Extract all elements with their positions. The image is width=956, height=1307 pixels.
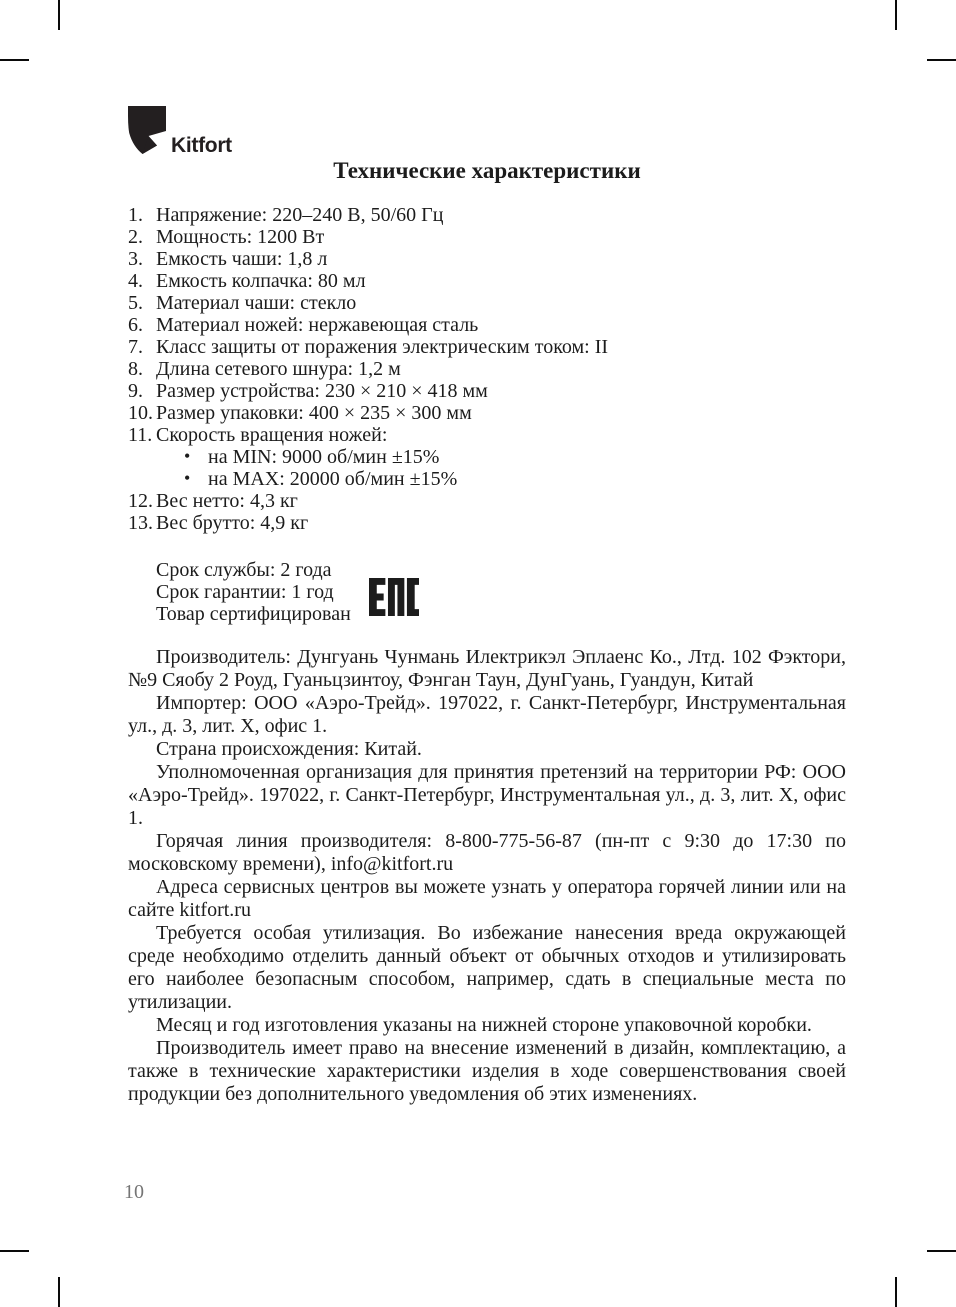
manufacture-date-paragraph: Месяц и год изготовления указаны на нижней стороне упаковочной коробки. [156, 1014, 812, 1036]
spec-item-text: Длина сетевого шнура: 1,2 м [156, 358, 401, 380]
kitfort-logo-icon [128, 106, 166, 154]
speed-sub-item [156, 468, 846, 490]
brand-wordmark: Kitfort [171, 134, 232, 157]
spec-item-text: Мощность: 1200 Вт [156, 226, 325, 248]
spec-item-number: 8. [128, 358, 143, 380]
spec-item-number: 11. [128, 424, 153, 446]
certified-text: Товар сертифицирован [156, 603, 351, 625]
service-life-text: Срок службы: 2 года [156, 559, 332, 581]
spec-item-text: Материал чаши: стекло [156, 292, 357, 314]
spec-list [128, 204, 846, 534]
crop-mark [895, 0, 897, 30]
speed-sub-item [156, 446, 846, 468]
spec-item [128, 336, 846, 358]
crop-mark [895, 1277, 897, 1307]
info-section [128, 646, 846, 1106]
spec-item [128, 270, 846, 292]
service-block [128, 559, 846, 625]
crop-mark [0, 59, 29, 61]
bullet-icon: • [184, 446, 191, 466]
spec-item-number: 3. [128, 248, 143, 270]
recycling-paragraph: Требуется особая утилизация. Во избежание нанесения вреда окружающей среде необходимо отделить данный объект от обычных отходов и утилизировать его наиболее безопасным способом, например, сдать в специальные места по утилизации. [128, 922, 846, 1013]
page-content [128, 106, 846, 1106]
speed-sub-list [156, 446, 846, 490]
spec-item-text: Размер упаковки: 400 × 235 × 300 мм [156, 402, 472, 424]
crop-mark [58, 1277, 60, 1307]
authorized-org-paragraph: Уполномоченная организация для принятия претензий на территории РФ: ООО «Аэро-Трейд». 197022, г. Санкт-Петербург, Инструментальная ул., д. 3, лит. Х, офис 1. [128, 761, 846, 829]
page-title: Технические характеристики [333, 158, 641, 183]
origin-country-paragraph: Страна происхождения: Китай. [156, 738, 422, 760]
spec-item [128, 292, 846, 314]
spec-item [128, 512, 846, 534]
eac-mark-icon [369, 576, 419, 623]
spec-item-text: Размер устройства: 230 × 210 × 418 мм [156, 380, 488, 402]
spec-item-number: 5. [128, 292, 143, 314]
spec-item-number: 1. [128, 204, 143, 226]
importer-paragraph: Импортер: ООО «Аэро-Трейд». 197022, г. Санкт-Петербург, Инструментальная ул., д. 3, лит. Х, офис 1. [128, 692, 846, 737]
spec-item-number: 10. [128, 402, 153, 424]
spec-item [128, 380, 846, 402]
speed-sub-item-text: на MAX: 20000 об/мин ±15% [208, 468, 458, 490]
crop-mark [927, 1250, 956, 1252]
hotline-paragraph: Горячая линия производителя: 8-800-775-56-87 (пн-пт с 9:30 до 17:30 по московскому времени), info@kitfort.ru [128, 830, 846, 875]
bullet-icon: • [184, 468, 191, 488]
spec-item-number: 13. [128, 512, 153, 534]
spec-item [128, 358, 846, 380]
service-centers-paragraph: Адреса сервисных центров вы можете узнать у оператора горячей линии или на сайте kitfort.ru [128, 876, 846, 921]
spec-item [128, 314, 846, 336]
changes-rights-paragraph: Производитель имеет право на внесение изменений в дизайн, комплектацию, а также в технические характеристики изделия в ходе совершенствования своей продукции без дополнительного уведомления об этих изменениях. [128, 1037, 846, 1105]
speed-sub-item-text: на MIN: 9000 об/мин ±15% [208, 446, 440, 468]
spec-item [128, 490, 846, 512]
spec-item-text: Емкость колпачка: 80 мл [156, 270, 366, 292]
spec-item-number: 7. [128, 336, 143, 358]
spec-item-text: Емкость чаши: 1,8 л [156, 248, 328, 270]
spec-item-number: 12. [128, 490, 153, 512]
service-lines [128, 559, 351, 625]
spec-item [128, 226, 846, 248]
spec-item [128, 204, 846, 226]
manufacturer-paragraph: Производитель: Дунгуань Чунмань Илектрикэл Эплаенс Ко., Лтд. 102 Фэктори, №9 Сяобу 2 Роуд, Гуаньцзинтоу, Фэнган Таун, ДунГуань, Гуандун, Китай [128, 646, 846, 691]
spec-item-number: 4. [128, 270, 143, 292]
spec-item-text: Материал ножей: нержавеющая сталь [156, 314, 479, 336]
brand [128, 106, 846, 157]
spec-item-text: Напряжение: 220–240 В, 50/60 Гц [156, 204, 444, 226]
crop-mark [58, 0, 60, 30]
spec-item-number: 9. [128, 380, 143, 402]
spec-item-text: Вес брутто: 4,9 кг [156, 512, 309, 534]
page-number: 10 [124, 1181, 144, 1203]
crop-mark [0, 1250, 29, 1252]
spec-item-text: Скорость вращения ножей: [156, 424, 388, 446]
spec-item-text: Класс защиты от поражения электрическим током: II [156, 336, 609, 358]
spec-item [128, 248, 846, 270]
spec-item [128, 402, 846, 424]
spec-item-number: 6. [128, 314, 143, 336]
spec-item-text: Вес нетто: 4,3 кг [156, 490, 298, 512]
crop-mark [927, 59, 956, 61]
spec-item [128, 424, 846, 490]
spec-item-number: 2. [128, 226, 143, 248]
warranty-text: Срок гарантии: 1 год [156, 581, 334, 603]
